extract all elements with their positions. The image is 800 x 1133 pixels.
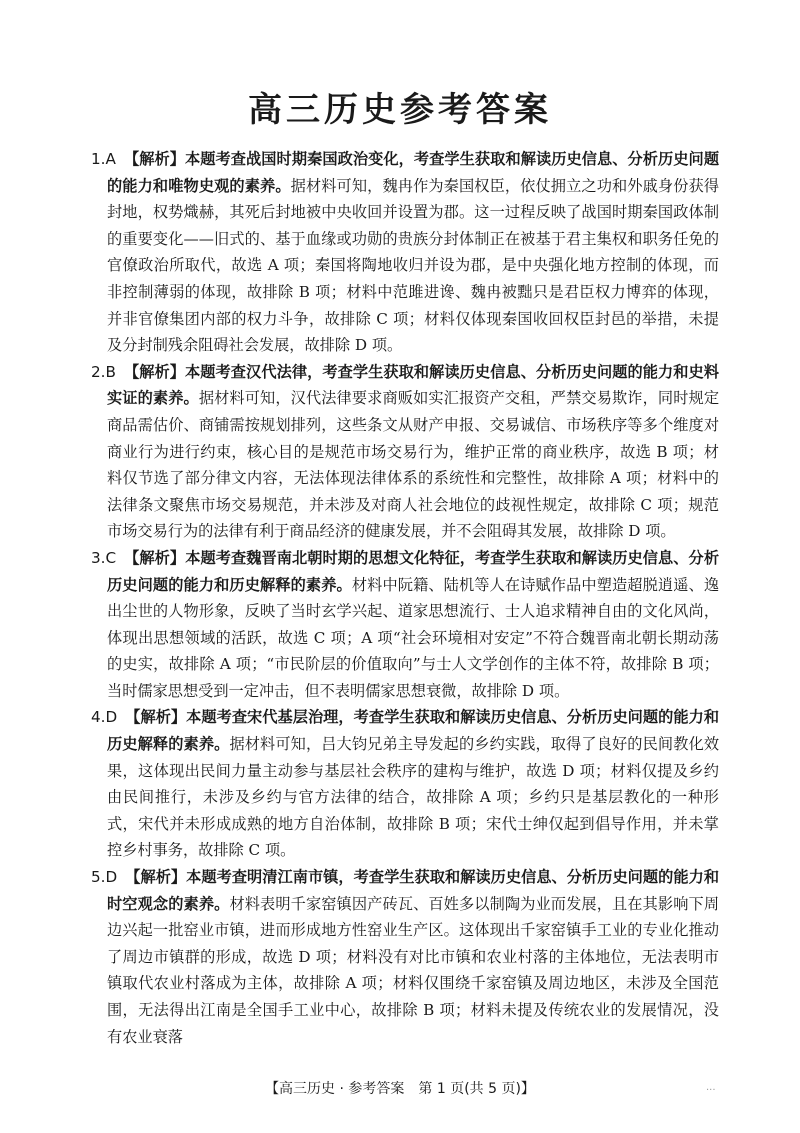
answer-number: 2. [91,362,106,381]
page-footer: 【高三历史 · 参考答案 第 1 页(共 5 页)】 [265,1081,535,1097]
answer-choice: B [105,362,116,381]
answer-analysis-body: 材料表明千家窑镇因产砖瓦、百姓多以制陶为业而发展，且在其影响下周边兴起一批窑业市镇，进而形成地方性窑业生产区。这体现出千家窑镇手工业的专业化推动了周边市镇群的形成，故选 D 项；材料没有对比市镇和农业村落的主体地位，无法表明市镇取代农业村落成为主体，故排除 A 项；材料仅围绕千家窑镇及周边地区，未涉及全国范围，无法得出江南是全国手工业中心，故排除 B 项；材料未提及传统农业的发展情况，没有农业衰落 [107,894,720,1046]
answer-item-4 [91,704,719,864]
answer-item-1 [91,146,719,359]
answer-analysis-lead: 【解析】本题考查宋代基层治理，考查学生获取和解读历史信息、分析历史问题的能力和历史解释的素养。 [107,708,719,754]
answer-analysis-lead: 【解析】本题考查汉代法律，考查学生获取和解读历史信息、分析历史问题的能力和史料实证的素养。 [107,362,719,408]
answer-item-5 [91,864,719,1050]
answer-item-3 [91,545,719,705]
answer-number: 1. [91,150,106,168]
answer-analysis-body: 据材料可知，汉代法律要求商贩如实汇报资产交租，严禁交易欺诈，同时规定商品需估价、商铺需按规划排列，这些条文从财产申报、交易诚信、市场秩序等多个维度对商业行为进行约束，核心目的是规范市场交易行为，维护正常的商业秩序，故选 B 项；材料仅节选了部分律文内容，无法体现法律体系的系统性和完整性，故排除 A 项；材料中的法律条文聚焦市场交易规范，并未涉及对商人社会地位的歧视性规定，故排除 C 项；规范市场交易行为的法律有利于商品经济的健康发展，并不会阻碍其发展，故排除 D 项。 [107,389,720,541]
answer-number: 5. [91,868,106,887]
answer-analysis-body: 据材料可知，魏冉作为秦国权臣，依仗拥立之功和外戚身份获得封地，权势熾赫，其死后封地被中央收回并设置为郡。这一过程反映了战国时期秦国政体制的重要变化——旧式的、基于血缘或功勋的贵族分封体制正在被基于君主集权和职务任免的官僚政治所取代，故选 A 项；秦国将陶地收归并设为郡，是中央强化地方控制的体现，而非控制薄弱的体现，故排除 B 项；材料中范雎进谗、魏冉被黜只是君臣权力博弈的体现，并非官僚集团内部的权力斗争，故排除 C 项；材料仅体现秦国收回权臣封邑的举措，未提及分封制残余阻碍社会发展，故排除 D 项。 [107,176,720,355]
answer-choice: A [105,150,116,168]
answer-choice: D [105,868,118,887]
answer-list [91,146,719,1050]
answer-choice: D [105,708,118,727]
answer-analysis-lead: 【解析】本题考查魏晋南北朝时期的思想文化特征，考查学生获取和解读历史信息、分析历史问题的能力和历史解释的素养。 [107,548,719,594]
corner-mark: ... [706,1082,716,1093]
answer-item-2 [91,359,719,545]
page-title: 高三历史参考答案 [248,90,552,130]
answer-choice: C [105,548,117,567]
answer-number: 4. [91,708,106,727]
answer-number: 3. [91,548,106,567]
answer-analysis-lead: 【解析】本题考查明清江南市镇，考查学生获取和解读历史信息、分析历史问题的能力和时空观念的素养。 [107,868,719,913]
answer-analysis-body: 据材料可知，吕大钧兄弟主导发起的乡约实践，取得了良好的民间教化效果，这体现出民间力量主动参与基层社会秩序的建构与维护，故选 D 项；材料仅提及乡约由民间推行，未涉及乡约与官方法律的结合，故排除 A 项；乡约只是基层教化的一种形式，宋代并未形成成熟的地方自治体制，故排除 B 项；宋代士绅仅起到倡导作用，并未掌控乡村事务，故排除 C 项。 [107,735,720,860]
answer-analysis-body: 材料中阮籍、陆机等人在诗赋作品中塑造超脱逍遥、逸出尘世的人物形象，反映了当时玄学兴起、道家思想流行、士人追求精神自由的文化风尚，体现出思想领域的活跃，故选 C 项；A 项“社会环境相对安定”不符合魏晋南北朝长期动荡的史实，故排除 A 项；“市民阶层的价值取向”与士人文学创作的主体不符，故排除 B 项；当时儒家思想受到一定冲击，但不表明儒家思想衰微，故排除 D 项。 [107,575,720,700]
answer-analysis-lead: 【解析】本题考查战国时期秦国政治变化，考查学生获取和解读历史信息、分析历史问题的能力和唯物史观的素养。 [107,150,719,195]
